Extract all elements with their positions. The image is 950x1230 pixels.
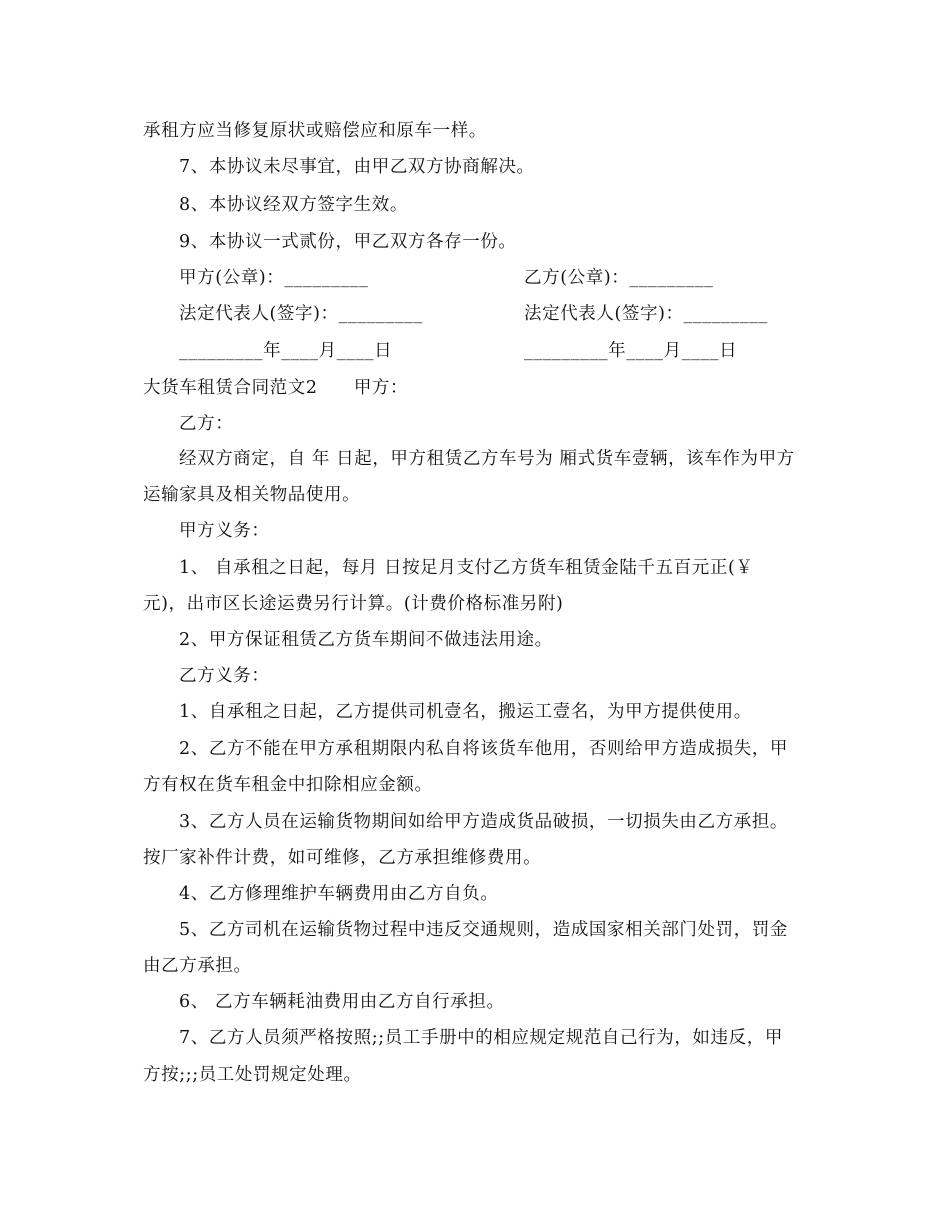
- contract-2-title: 大货车租赁合同范文2 甲方：: [143, 378, 409, 398]
- party-b-label: 乙方：: [179, 414, 234, 434]
- party-b-duty-1: 1、自承租之日起，乙方提供司机壹名，搬运工壹名，为甲方提供使用。: [179, 702, 752, 722]
- party-b-duty-7-line-1: 7、乙方人员须严格按照;;员工手册中的相应规定规范自己行为，如违反，甲: [179, 1028, 783, 1048]
- party-a-duty-2: 2、甲方保证租赁乙方货车期间不做违法用途。: [179, 630, 553, 650]
- party-b-representative: 法定代表人(签字)：_________: [524, 304, 768, 324]
- party-b-date: _________年____月____日: [524, 341, 738, 361]
- clause-8: 8、本协议经双方签字生效。: [179, 195, 408, 215]
- party-a-seal: 甲方(公章)：_________: [179, 268, 369, 288]
- party-b-duty-3-line-1: 3、乙方人员在运输货物期间如给甲方造成货品破损，一切损失由乙方承担。: [179, 812, 789, 832]
- party-a-date: _________年____月____日: [179, 341, 393, 361]
- intro-line-1: 经双方商定，自 年 日起，甲方租赁乙方车号为 厢式货车壹辆，该车作为甲方: [179, 449, 795, 469]
- party-b-duty-7-line-2: 方按;;;员工处罚规定处理。: [143, 1065, 362, 1085]
- clause-7: 7、本协议未尽事宜，由甲乙双方协商解决。: [179, 157, 535, 177]
- party-b-duty-2-line-1: 2、乙方不能在甲方承租期限内私自将该货车他用，否则给甲方造成损失，甲: [179, 739, 789, 759]
- party-b-duty-4: 4、乙方修理维护车辆费用由乙方自负。: [179, 884, 499, 904]
- party-a-representative: 法定代表人(签字)：_________: [179, 304, 423, 324]
- party-b-seal: 乙方(公章)：_________: [524, 268, 714, 288]
- party-b-duty-5-line-2: 由乙方承担。: [143, 956, 252, 976]
- party-b-duties-heading: 乙方义务：: [179, 666, 270, 686]
- party-a-duty-1-line-1: 1、 自承租之日起，每月 日按足月支付乙方货车租赁金陆千五百元正(￥: [179, 558, 754, 578]
- party-b-duty-2-line-2: 方有权在货车租金中扣除相应金额。: [143, 775, 433, 795]
- paragraph-line: 承租方应当修复原状或赔偿应和原车一样。: [143, 121, 487, 141]
- intro-line-2: 运输家具及相关物品使用。: [143, 485, 361, 505]
- clause-9: 9、本协议一式贰份，甲乙双方各存一份。: [179, 232, 517, 252]
- party-a-duties-heading: 甲方义务：: [179, 521, 270, 541]
- party-b-duty-3-line-2: 按厂家补件计费，如可维修，乙方承担维修费用。: [143, 848, 542, 868]
- party-b-duty-6: 6、 乙方车辆耗油费用由乙方自行承担。: [179, 992, 505, 1012]
- party-a-duty-1-line-2: 元)，出市区长途运费另行计算。(计费价格标准另附): [143, 594, 564, 614]
- party-b-duty-5-line-1: 5、乙方司机在运输货物过程中违反交通规则，造成国家相关部门处罚，罚金: [179, 920, 789, 940]
